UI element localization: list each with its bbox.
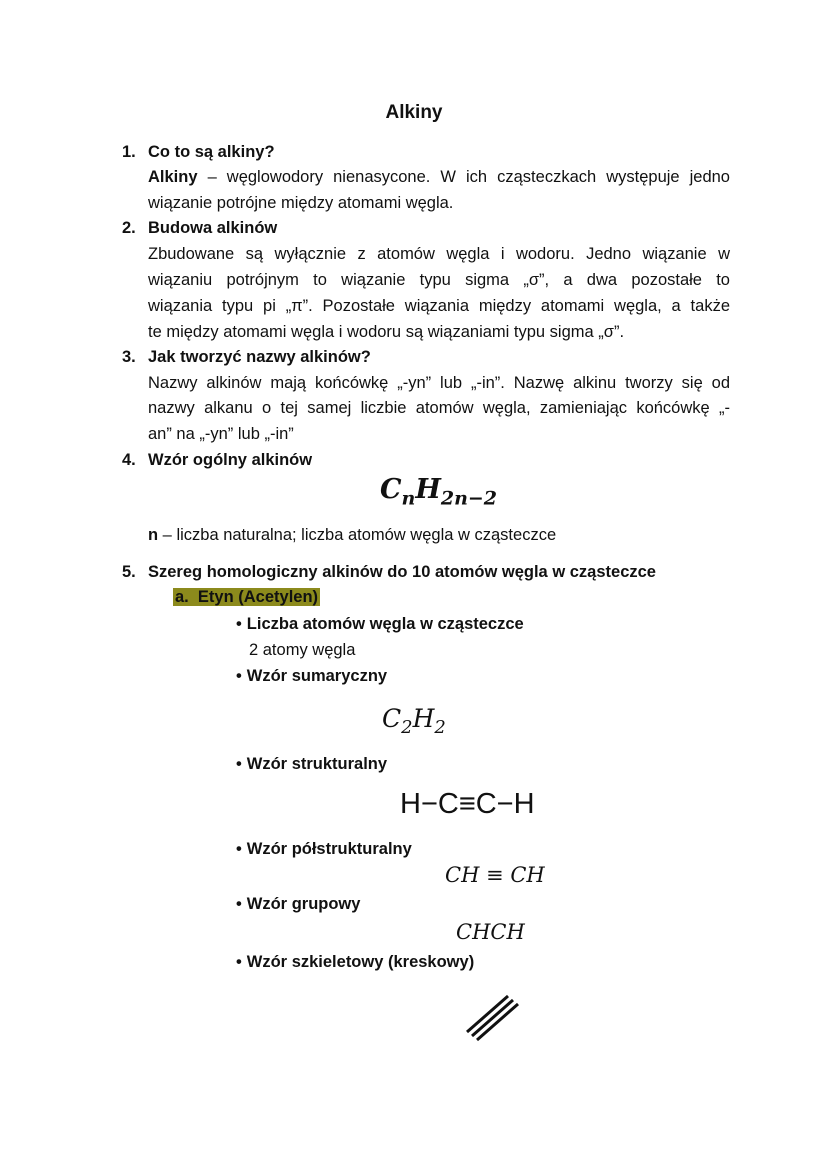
section-heading: Co to są alkiny? (148, 143, 275, 161)
paragraph-line: Nazwy alkinów mają końcówkę „-yn” lub „-in”. Nazwę alkinu tworzy się od (148, 374, 730, 392)
bullet-heading: • Wzór grupowy (236, 893, 360, 915)
general-formula: $C_nH_{2n-2}$ (380, 474, 498, 510)
bullet-heading: • Wzór strukturalny (236, 753, 387, 775)
paragraph-line: wiązania typu pi „π”. Pozostałe wiązania między atomami węgla, a także (148, 297, 730, 315)
section-heading: Jak tworzyć nazwy alkinów? (148, 348, 371, 366)
group-formula: CHCH (456, 920, 525, 944)
paragraph-line: te między atomami węgla i wodoru są wiązaniami typu sigma „σ”. (148, 323, 625, 341)
section-number: 4. (122, 451, 136, 469)
subsection-heading: a. Etyn (Acetylen) (175, 588, 319, 606)
paragraph-line: nazwy alkanu o tej samej liczbie atomów węgla, zamieniając końcówkę „- (148, 399, 730, 417)
structural-formula: H−C≡C−H (400, 788, 535, 820)
bullet-heading: • Wzór półstrukturalny (236, 838, 412, 860)
section-number: 3. (122, 348, 136, 366)
bullet-heading: • Wzór sumaryczny (236, 665, 387, 687)
paragraph-line (148, 166, 730, 188)
section-heading: Wzór ogólny alkinów (148, 451, 313, 469)
paragraph-line: wiązaniu potrójnym to wiązanie typu sigma „σ”, a dwa pozostałe to (148, 271, 730, 289)
term: Alkiny (148, 168, 198, 186)
bullet-heading: • Wzór szkieletowy (kreskowy) (236, 951, 474, 973)
formula-note: n – liczba naturalna; liczba atomów węgla w cząsteczce (148, 526, 557, 544)
semi-structural-formula: CH ≡ CH (445, 863, 545, 887)
page-title: Alkiny (385, 102, 443, 123)
section-heading: Budowa alkinów (148, 219, 278, 237)
section-number: 2. (122, 219, 136, 237)
molecular-formula: $C_2H_2$ (382, 704, 446, 738)
text: – węglowodory nienasycone. W ich cząsteczkach występuje jedno (207, 168, 730, 186)
bullet-value: 2 atomy węgla (249, 641, 356, 659)
paragraph-line: wiązanie potrójne między atomami węgla. (148, 194, 454, 212)
section-heading: Szereg homologiczny alkinów do 10 atomów węgla w cząsteczce (148, 563, 656, 581)
bullet-heading: • Liczba atomów węgla w cząsteczce (236, 613, 524, 635)
paragraph-line: an” na „-yn” lub „-in” (148, 425, 294, 443)
section-number: 5. (122, 563, 136, 581)
section-number: 1. (122, 143, 136, 161)
skeletal-formula-triple-bond (462, 990, 522, 1042)
paragraph-line: Zbudowane są wyłącznie z atomów węgla i wodoru. Jedno wiązanie w (148, 245, 730, 263)
